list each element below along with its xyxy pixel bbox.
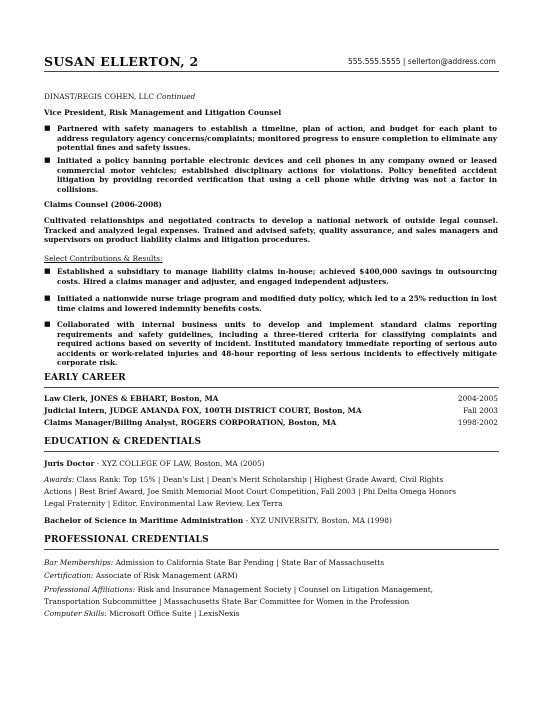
employer-line: [44, 92, 195, 101]
early-career-role: Claims Manager/Billing Analyst, ROGERS CORPORATION, Boston, MA: [44, 418, 337, 427]
header-divider: [44, 71, 499, 72]
early-career-dates: 1998-2002: [457, 418, 498, 427]
candidate-name: SUSAN ELLERTON, 2: [44, 54, 199, 69]
bs-detail: - XYZ UNIVERSITY, Boston, MA (1998): [243, 516, 392, 525]
skills-line: [44, 609, 239, 618]
early-career-dates: 2004-2005: [457, 394, 498, 403]
bullet-icon: ■: [44, 156, 51, 164]
affiliations-value-1: Risk and Insurance Management Society | Counsel on Litigation Management,: [135, 585, 434, 594]
awards-label: Awards:: [44, 475, 75, 484]
employer-name: DINAST/REGIS COHEN, LLC: [44, 92, 155, 101]
employer-continued: Continued: [156, 92, 196, 101]
section-divider: [44, 387, 499, 388]
claims-role-title: Claims Counsel: [44, 200, 109, 209]
bullet-icon: ■: [44, 320, 51, 328]
jd-line: [44, 459, 265, 468]
jd-detail: - XYZ COLLEGE OF LAW, Boston, MA (2005): [94, 459, 265, 468]
cert-value: Associate of Risk Management (ARM): [93, 571, 238, 580]
bs-degree: Bachelor of Science in Maritime Administration: [44, 516, 244, 525]
bullet-icon: ■: [44, 294, 51, 302]
jd-degree: Juris Doctor: [44, 459, 95, 468]
bar-value: Admission to California State Bar Pending | State Bar of Massachusetts: [113, 558, 385, 567]
early-career-role: Judicial Intern, JUDGE AMANDA FOX, 100TH DISTRICT COURT, Boston, MA: [44, 406, 362, 415]
results-label: Select Contributions & Results:: [44, 254, 163, 263]
affiliations-value-2: Transportation Subcommittee | Massachusetts State Bar Committee for Women in the Profession: [44, 597, 410, 606]
awards-text-3: Legal Fraternity | Editor, Environmental Law Review, Lex Terra: [44, 499, 283, 508]
bar-label: Bar Memberships:: [44, 558, 114, 567]
claims-role-dates: (2006-2008): [110, 200, 162, 209]
awards-line-1: [44, 475, 443, 484]
section-divider: [44, 549, 499, 550]
bullet-icon: ■: [44, 267, 51, 275]
cert-line: [44, 571, 238, 580]
section-divider: [44, 451, 499, 452]
bar-line: [44, 558, 384, 567]
claims-bullet-1: Established a subsidiary to manage liability claims in-house; achieved $400,000 savings in outsourcing costs. Hired a claims manager and adjuster, and engaged independent adjusters.: [57, 267, 497, 286]
early-career-dates: Fall 2003: [463, 406, 498, 415]
early-career-heading: EARLY CAREER: [44, 373, 126, 383]
cert-label: Certification:: [44, 571, 94, 580]
vp-bullet-1: Partnered with safety managers to establish a timeline, plan of action, and budget for each plant to address regulatory agency concerns/complaints; monitored progress to ensure completion to eliminate any potential fines and safety issues.: [57, 124, 497, 153]
vp-role-title: Vice President, Risk Management and Litigation Counsel: [44, 108, 282, 117]
awards-text-2: Actions | Best Brief Award, Joe Smith Memorial Moot Court Competition, Fall 2003 | Phi Delta Omega Honors: [44, 487, 457, 496]
claims-role-title-line: [44, 200, 162, 209]
early-career-role: Law Clerk, JONES & EBHART, Boston, MA: [44, 394, 219, 403]
vp-bullet-2: Initiated a policy banning portable electronic devices and cell phones in any company owned or leased commercial motor vehicles; established disciplinary actions for violations. Policy benefited accident litigation by providing recorded verification that using a cell phone while driving was not a factor in collisions.: [57, 156, 497, 194]
contact-info: 555.555.5555 | sellerton@address.com: [348, 57, 496, 66]
affiliations-label: Professional Affiliations:: [44, 585, 136, 594]
affiliations-line-1: [44, 585, 433, 594]
credentials-heading: PROFESSIONAL CREDENTIALS: [44, 535, 209, 545]
awards-text-1: Class Rank: Top 15% | Dean's List | Dean's Merit Scholarship | Highest Grade Award, Civil Rights: [74, 475, 444, 484]
claims-summary: Cultivated relationships and negotiated contracts to develop a national network of outside legal counsel. Tracked and analyzed legal expenses. Trained and advised safety, quality assurance, and sales managers and supervisors on product liability claims and litigation procedures.: [44, 216, 498, 245]
bs-line: [44, 516, 392, 525]
education-heading: EDUCATION & CREDENTIALS: [44, 437, 202, 447]
bullet-icon: ■: [44, 124, 51, 132]
claims-bullet-2: Initiated a nationwide nurse triage program and modified duty policy, which led to a 25% reduction in lost time claims and lowered indemnity benefits costs.: [57, 294, 497, 313]
claims-bullet-3: Collaborated with internal business units to develop and implement standard claims reporting requirements and safety guidelines, including a three-tiered criteria for classifying complaints and required actions based on severity of incident. Instituted mandatory immediate reporting of serious auto accidents or work-related injuries and 48-hour reporting of less serious incidents to effectively mitigate corporate risk.: [57, 320, 497, 368]
skills-value: Microsoft Office Suite | LexisNexis: [106, 609, 240, 618]
skills-label: Computer Skills:: [44, 609, 107, 618]
